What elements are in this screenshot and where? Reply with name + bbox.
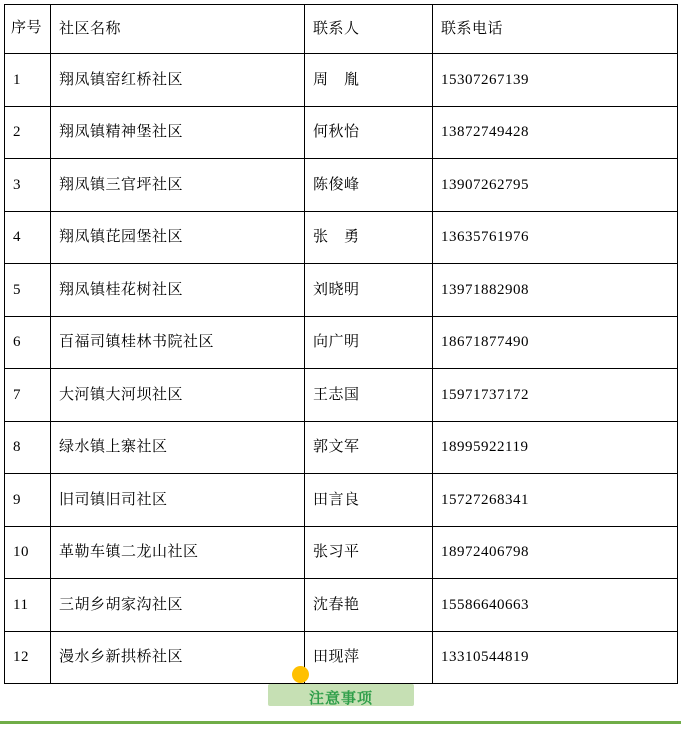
document-page bbox=[0, 4, 681, 730]
cell-name: 翔凤镇精神堡社区 bbox=[51, 106, 305, 159]
notice-dot-icon bbox=[292, 666, 309, 683]
cell-name: 旧司镇旧司社区 bbox=[51, 474, 305, 527]
table-row bbox=[5, 264, 678, 317]
table-row bbox=[5, 211, 678, 264]
table-row bbox=[5, 106, 678, 159]
cell-person: 田言良 bbox=[305, 474, 433, 527]
table-row bbox=[5, 159, 678, 212]
table-row bbox=[5, 526, 678, 579]
cell-name: 翔凤镇芘园堡社区 bbox=[51, 211, 305, 264]
cell-phone: 18995922119 bbox=[433, 421, 678, 474]
cell-index: 3 bbox=[5, 159, 51, 212]
cell-person: 沈春艳 bbox=[305, 579, 433, 632]
table-header-row bbox=[5, 5, 678, 54]
cell-phone: 15971737172 bbox=[433, 369, 678, 422]
cell-name: 翔凤镇桂花树社区 bbox=[51, 264, 305, 317]
cell-index: 1 bbox=[5, 54, 51, 107]
cell-phone: 18972406798 bbox=[433, 526, 678, 579]
column-header-index: 序号 bbox=[5, 5, 51, 54]
table-row bbox=[5, 474, 678, 527]
cell-phone: 15727268341 bbox=[433, 474, 678, 527]
cell-person: 周 胤 bbox=[305, 54, 433, 107]
cell-name: 百福司镇桂林书院社区 bbox=[51, 316, 305, 369]
column-header-name: 社区名称 bbox=[51, 5, 305, 54]
cell-phone: 13971882908 bbox=[433, 264, 678, 317]
community-contact-table bbox=[4, 4, 678, 684]
table-row bbox=[5, 421, 678, 474]
cell-phone: 13872749428 bbox=[433, 106, 678, 159]
cell-name: 翔凤镇窑红桥社区 bbox=[51, 54, 305, 107]
table-row bbox=[5, 54, 678, 107]
cell-person: 王志国 bbox=[305, 369, 433, 422]
cell-name: 漫水乡新拱桥社区 bbox=[51, 631, 305, 684]
cell-index: 6 bbox=[5, 316, 51, 369]
table-row bbox=[5, 316, 678, 369]
cell-person: 陈俊峰 bbox=[305, 159, 433, 212]
cell-name: 革勒车镇二龙山社区 bbox=[51, 526, 305, 579]
table-row bbox=[5, 369, 678, 422]
cell-person: 何秋怡 bbox=[305, 106, 433, 159]
cell-index: 2 bbox=[5, 106, 51, 159]
cell-index: 11 bbox=[5, 579, 51, 632]
notice-footer bbox=[0, 666, 681, 724]
cell-name: 绿水镇上寨社区 bbox=[51, 421, 305, 474]
cell-index: 12 bbox=[5, 631, 51, 684]
column-header-person: 联系人 bbox=[305, 5, 433, 54]
table-row bbox=[5, 579, 678, 632]
notice-label: 注意事项 bbox=[308, 690, 373, 707]
cell-index: 7 bbox=[5, 369, 51, 422]
cell-person: 刘晓明 bbox=[305, 264, 433, 317]
cell-person: 郭文军 bbox=[305, 421, 433, 474]
cell-index: 4 bbox=[5, 211, 51, 264]
cell-phone: 13907262795 bbox=[433, 159, 678, 212]
cell-index: 5 bbox=[5, 264, 51, 317]
cell-index: 8 bbox=[5, 421, 51, 474]
cell-phone: 15586640663 bbox=[433, 579, 678, 632]
cell-person: 张 勇 bbox=[305, 211, 433, 264]
cell-person: 向广明 bbox=[305, 316, 433, 369]
cell-index: 10 bbox=[5, 526, 51, 579]
table-header bbox=[5, 5, 678, 54]
cell-name: 大河镇大河坝社区 bbox=[51, 369, 305, 422]
cell-name: 翔凤镇三官坪社区 bbox=[51, 159, 305, 212]
cell-phone: 13635761976 bbox=[433, 211, 678, 264]
cell-index: 9 bbox=[5, 474, 51, 527]
cell-person: 田现萍 bbox=[305, 631, 433, 684]
cell-phone: 15307267139 bbox=[433, 54, 678, 107]
table-body bbox=[5, 54, 678, 684]
cell-name: 三胡乡胡家沟社区 bbox=[51, 579, 305, 632]
cell-phone: 13310544819 bbox=[433, 631, 678, 684]
footer-rule bbox=[0, 721, 681, 724]
cell-phone: 18671877490 bbox=[433, 316, 678, 369]
cell-person: 张习平 bbox=[305, 526, 433, 579]
column-header-phone: 联系电话 bbox=[433, 5, 678, 54]
